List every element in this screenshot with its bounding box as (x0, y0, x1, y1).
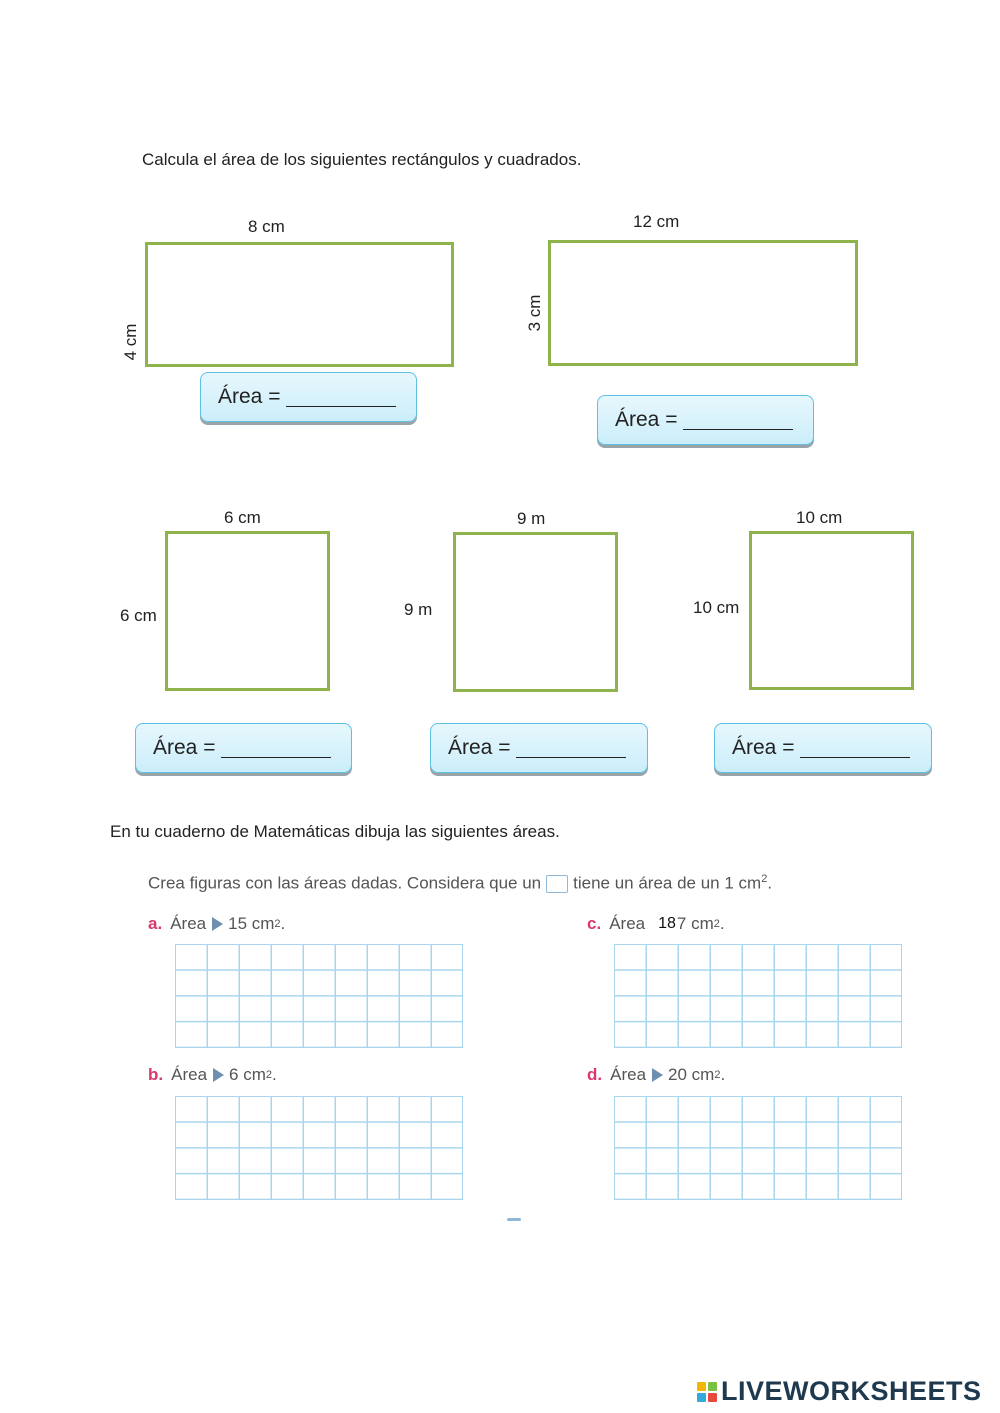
square3-height-label: 10 cm (693, 598, 740, 617)
superscript: 2 (265, 1069, 272, 1081)
item-area-word: Área (609, 914, 646, 933)
rect2-width-label: 12 cm (633, 212, 680, 231)
play-arrow-icon (652, 1068, 663, 1082)
liveworksheets-logo (697, 1376, 982, 1407)
rect2-height-label: 3 cm (525, 294, 544, 332)
answer-blank[interactable] (221, 739, 331, 758)
period: . (719, 914, 725, 933)
superscript: 2 (713, 918, 720, 930)
square2-height-label: 9 m (404, 600, 433, 619)
item-letter: a. (148, 914, 163, 933)
superscript: 2 (274, 918, 281, 930)
item-c-label (587, 914, 725, 934)
logo-mark-icon (697, 1382, 717, 1402)
decorative-mark (507, 1218, 521, 1221)
play-arrow-icon (212, 917, 223, 931)
area-label: Área = (153, 736, 216, 759)
period: . (272, 1065, 277, 1084)
unit-square-icon (546, 875, 568, 893)
superscript: 2 (714, 1069, 721, 1081)
area-answer-box-4[interactable] (430, 723, 648, 773)
answer-blank[interactable] (683, 411, 793, 430)
square3-width-label: 10 cm (796, 508, 843, 527)
item-d-label (587, 1065, 725, 1085)
square2-width-label: 9 m (517, 509, 546, 528)
square-3 (749, 531, 914, 690)
subinstruction-after: tiene un área de un 1 cm (573, 873, 762, 893)
logo-tile (697, 1393, 706, 1402)
item-letter: c. (587, 914, 602, 933)
period: . (767, 873, 773, 893)
area-label: Área = (615, 408, 678, 431)
square1-height-label: 6 cm (120, 606, 157, 625)
area-answer-box-5[interactable] (714, 723, 932, 773)
answer-blank[interactable] (516, 739, 626, 758)
superscript: 2 (761, 873, 768, 885)
answer-blank[interactable] (800, 739, 910, 758)
drawing-grid-d[interactable] (614, 1096, 902, 1200)
item-value: 15 cm (228, 914, 275, 933)
item-letter: b. (148, 1065, 164, 1084)
item-area-word: Área (170, 914, 207, 933)
period: . (720, 1065, 726, 1084)
item-area-word: Área (610, 1065, 647, 1084)
answer-blank[interactable] (286, 388, 396, 407)
square-1 (165, 531, 330, 691)
logo-tile (708, 1393, 717, 1402)
drawing-grid-a[interactable] (175, 944, 463, 1048)
area-label: Área = (448, 736, 511, 759)
item-a-label (148, 914, 285, 934)
drawing-grid-c[interactable] (614, 944, 902, 1048)
subinstruction-before: Crea figuras con las áreas dadas. Considera que un (148, 873, 542, 893)
period: . (280, 914, 286, 933)
instruction-draw: En tu cuaderno de Matemáticas dibuja las siguientes áreas. (110, 822, 560, 841)
item-value: 6 cm (229, 1065, 266, 1084)
item-letter: d. (587, 1065, 603, 1084)
instruction-area: Calcula el área de los siguientes rectángulos y cuadrados. (142, 150, 582, 169)
drawing-grid-b[interactable] (175, 1096, 463, 1200)
item-b-label (148, 1065, 277, 1085)
logo-tile (697, 1382, 706, 1391)
area-label: Área = (218, 385, 281, 408)
item-area-word: Área (171, 1065, 208, 1084)
square1-width-label: 6 cm (224, 508, 261, 527)
area-answer-box-3[interactable] (135, 723, 352, 773)
rectangle-1 (145, 242, 454, 367)
logo-tile (708, 1382, 717, 1391)
rectangle-2 (548, 240, 858, 366)
area-label: Área = (732, 736, 795, 759)
area-answer-box-2[interactable] (597, 395, 814, 445)
item-value: 20 cm (668, 1065, 715, 1084)
area-answer-box-1[interactable] (200, 372, 417, 422)
logo-text: LIVEWORKSHEETS (721, 1376, 982, 1406)
overlay-number: 18 (658, 915, 676, 932)
play-arrow-icon (213, 1068, 224, 1082)
square-2 (453, 532, 618, 692)
subinstruction (148, 873, 772, 894)
item-value: 7 cm (676, 914, 714, 933)
rect1-height-label: 4 cm (121, 323, 140, 361)
rect1-width-label: 8 cm (248, 217, 285, 236)
